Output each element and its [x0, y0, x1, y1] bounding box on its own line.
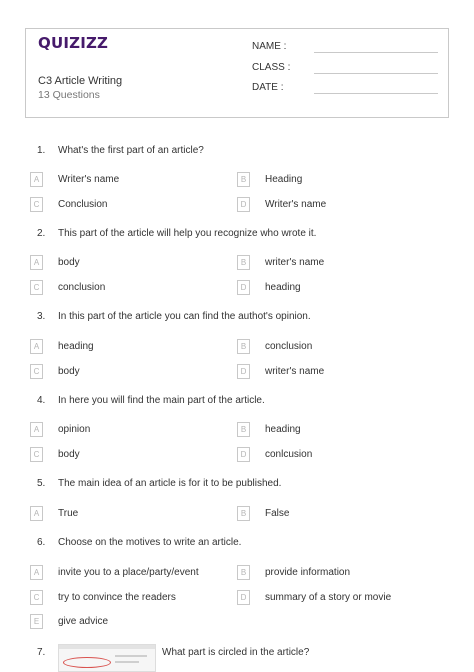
option-text: writer's name [265, 257, 325, 268]
option-text: heading [265, 424, 301, 435]
class-field[interactable] [314, 73, 438, 74]
option-text: Heading [265, 174, 303, 185]
option-letter: A [30, 339, 43, 354]
option-text: Conclusion [58, 199, 108, 210]
option-letter: D [237, 590, 250, 605]
option-letter: B [237, 172, 250, 187]
option-letter: D [237, 280, 250, 295]
option-letter: C [30, 590, 43, 605]
date-label: DATE : [252, 82, 284, 93]
thumbnail-line [115, 655, 147, 657]
option-text: try to convince the readers [58, 592, 176, 603]
question-number: 6. [37, 537, 46, 548]
question-text: Choose on the motives to write an article. [58, 537, 242, 548]
option-letter: B [237, 422, 250, 437]
option-text: writer's name [265, 366, 325, 377]
option-text: give advice [58, 616, 109, 627]
question-count: 13 Questions [38, 89, 100, 101]
option-text: body [58, 366, 80, 377]
option-text: heading [265, 282, 301, 293]
name-field[interactable] [314, 52, 438, 53]
option-letter: D [237, 197, 250, 212]
option-text: conclusion [58, 282, 106, 293]
option-text: False [265, 508, 290, 519]
option-letter: A [30, 172, 43, 187]
option-text: Writer's name [265, 199, 327, 210]
question-text: What part is circled in the article? [162, 647, 310, 658]
option-text: opinion [58, 424, 91, 435]
option-letter: C [30, 280, 43, 295]
option-text: heading [58, 341, 94, 352]
question-number: 4. [37, 395, 46, 406]
question-number: 3. [37, 311, 46, 322]
option-letter: A [30, 422, 43, 437]
option-letter: B [237, 255, 250, 270]
article-thumbnail-image [58, 644, 156, 672]
question-number: 1. [37, 145, 46, 156]
option-letter: C [30, 447, 43, 462]
question-text: What's the first part of an article? [58, 145, 204, 156]
option-letter: D [237, 364, 250, 379]
option-text: body [58, 449, 80, 460]
option-letter: C [30, 364, 43, 379]
option-letter: B [237, 565, 250, 580]
option-text: provide information [265, 567, 351, 578]
option-text: body [58, 257, 80, 268]
option-text: summary of a story or movie [265, 592, 392, 603]
option-letter: A [30, 565, 43, 580]
thumbnail-line [115, 661, 139, 663]
option-letter: A [30, 506, 43, 521]
class-label: CLASS : [252, 62, 291, 73]
date-field[interactable] [314, 93, 438, 94]
question-text: In here you will find the main part of the article. [58, 395, 265, 406]
question-text: In this part of the article you can find the authot's opinion. [58, 311, 311, 322]
question-text: This part of the article will help you recognize who wrote it. [58, 228, 317, 239]
option-letter: A [30, 255, 43, 270]
option-text: invite you to a place/party/event [58, 567, 199, 578]
name-label: NAME : [252, 41, 287, 52]
option-text: True [58, 508, 79, 519]
option-letter: B [237, 506, 250, 521]
circled-part-marker [63, 657, 111, 668]
question-number: 5. [37, 478, 46, 489]
option-text: conlcusion [265, 449, 313, 460]
option-text: conclusion [265, 341, 313, 352]
quizizz-logo: QUIZIZZ [38, 34, 109, 52]
thumbnail-bar [59, 645, 155, 649]
option-letter: D [237, 447, 250, 462]
worksheet-header [25, 28, 449, 118]
option-letter: B [237, 339, 250, 354]
option-letter: E [30, 614, 43, 629]
option-letter: C [30, 197, 43, 212]
question-number: 7. [37, 647, 46, 658]
question-number: 2. [37, 228, 46, 239]
option-text: Writer's name [58, 174, 120, 185]
question-text: The main idea of an article is for it to be published. [58, 478, 282, 489]
worksheet-title: C3 Article Writing [38, 75, 123, 87]
